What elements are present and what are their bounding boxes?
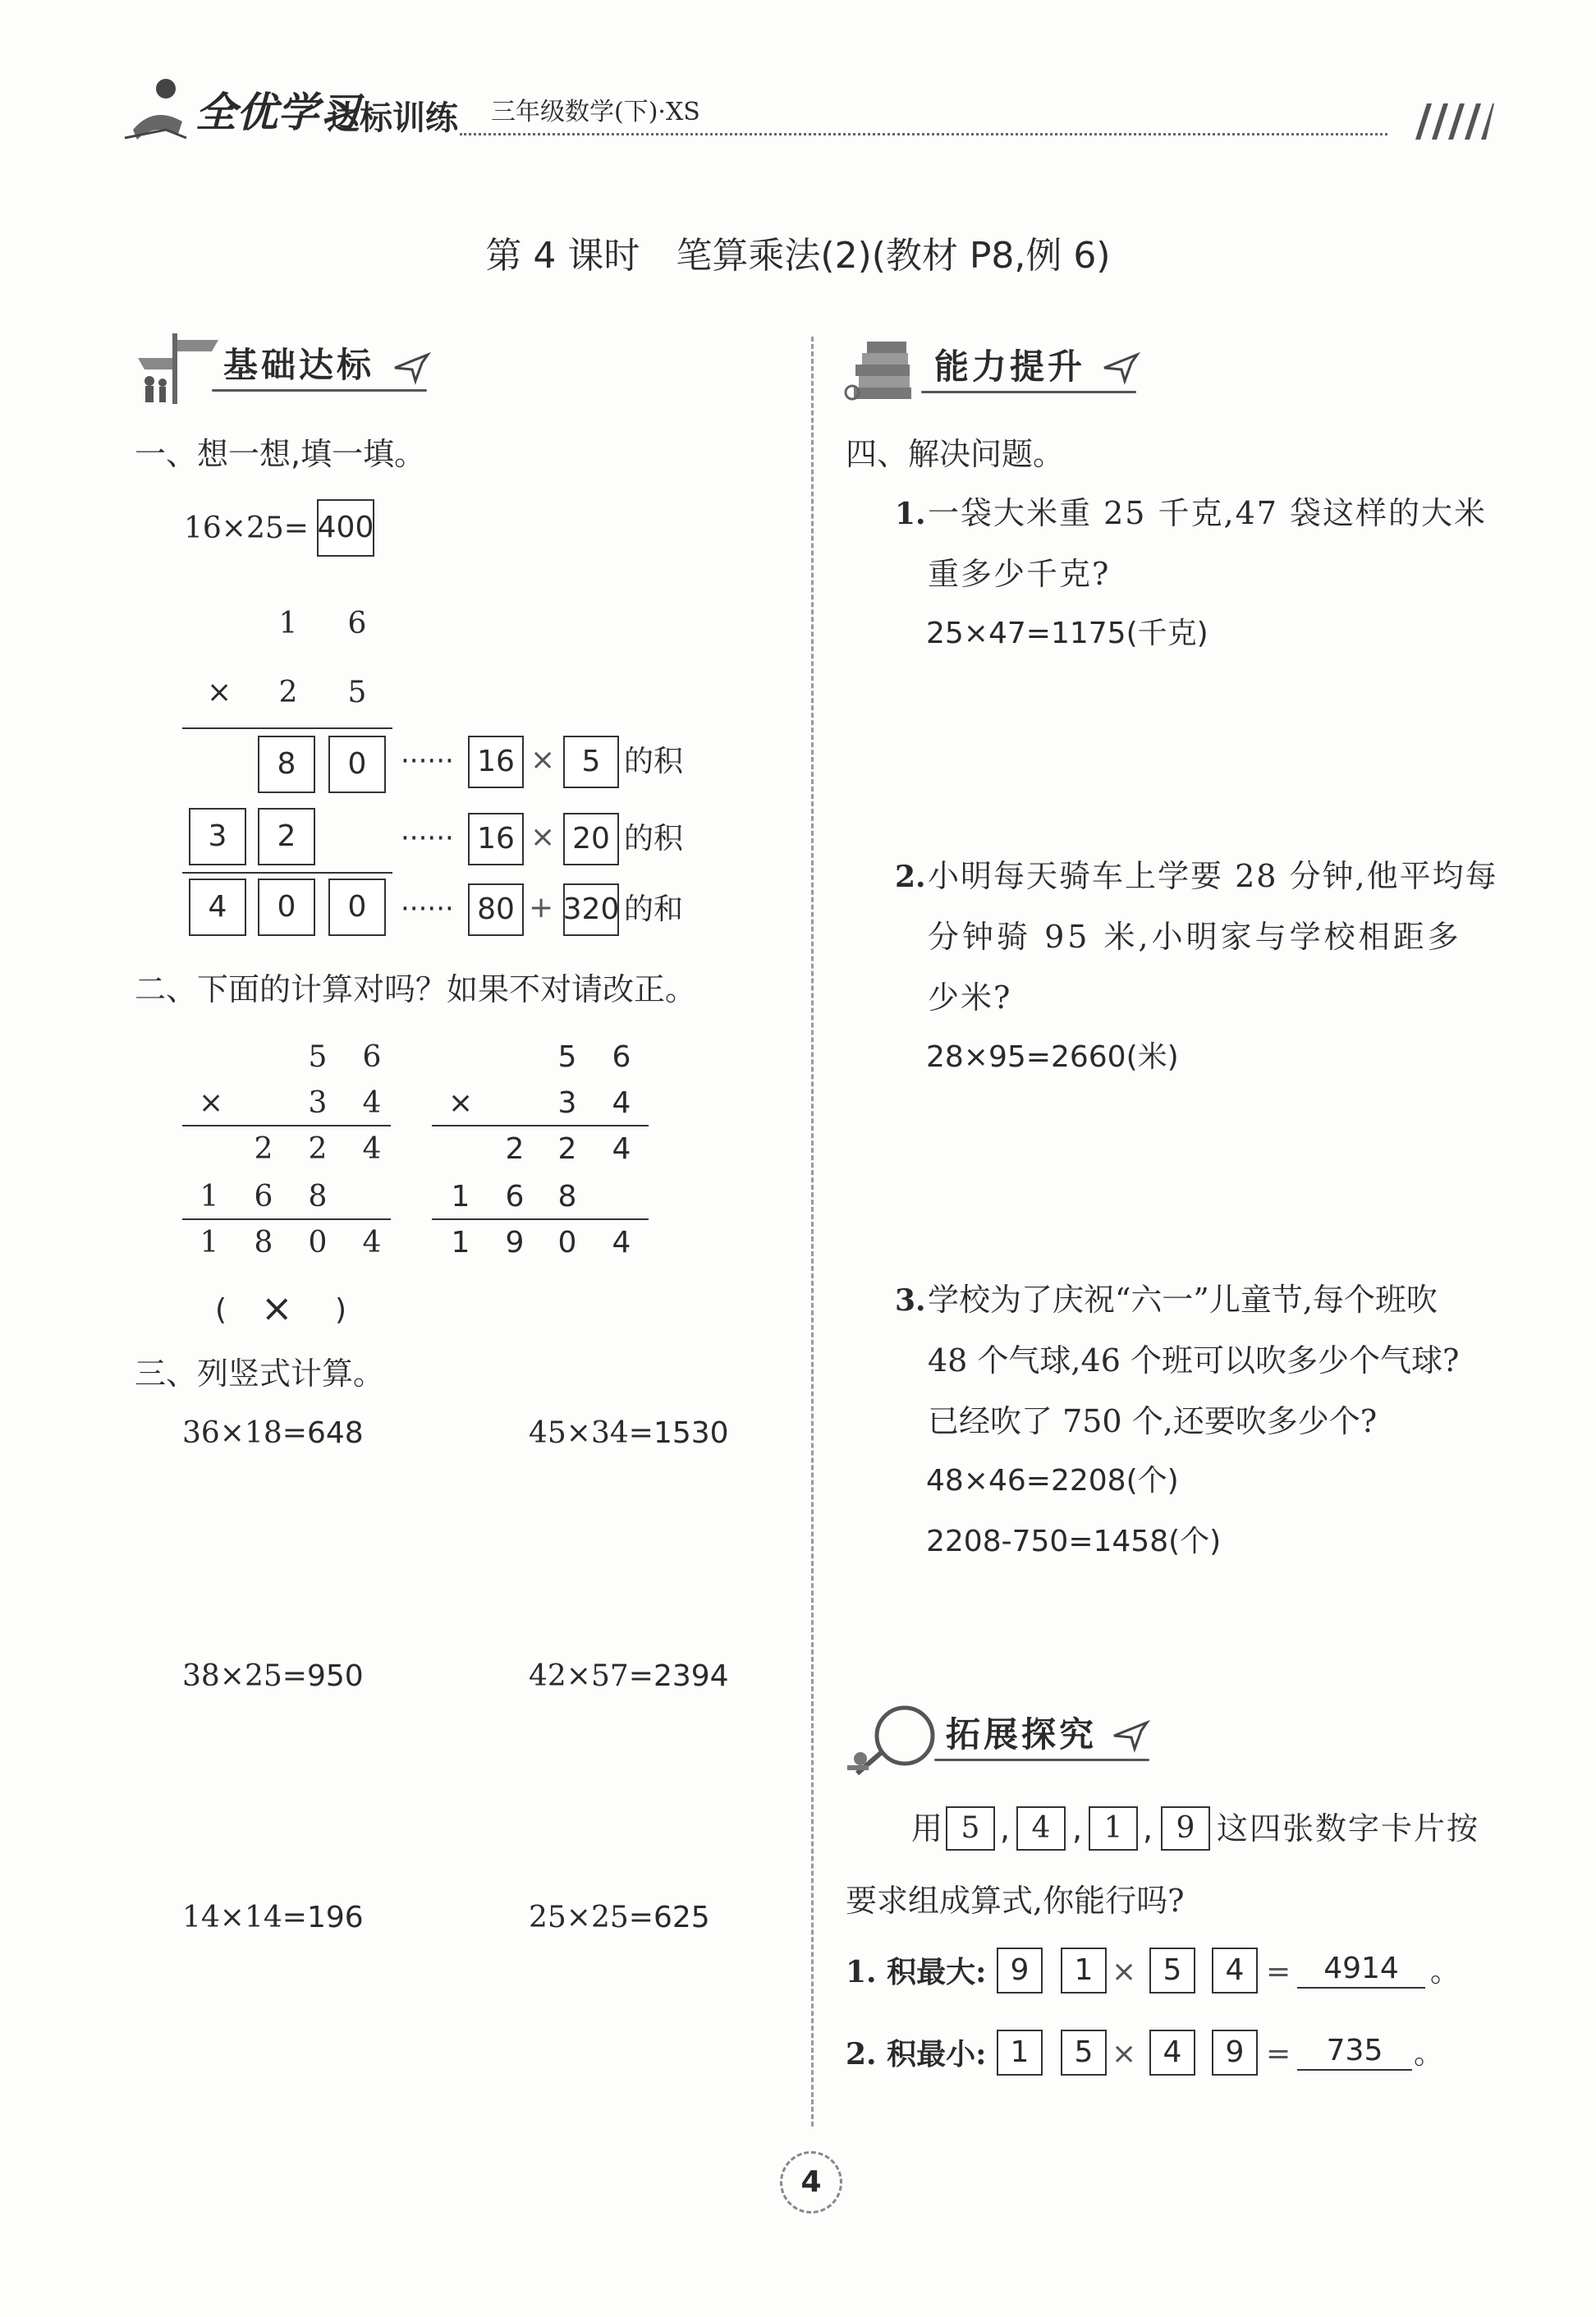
suffix-text: 的积 [624,822,684,856]
calc-digit: 5 [557,1040,577,1074]
problem-answer: 25×47=1175(千克) [926,617,1208,650]
partial-product-box: 3 [189,808,246,865]
calc-digit: 3 [308,1086,328,1120]
stripes-decoration-icon [1412,103,1494,140]
calc-expr: 38×25= [182,1659,307,1693]
calc-digit: 1 [451,1180,470,1214]
series-name: 达标训练 [327,99,458,137]
airplane-icon [391,345,432,386]
problem-number: 3. [895,1283,926,1318]
calc-digit: 4 [612,1132,631,1166]
calc-item [529,1416,729,1450]
banner-underline [212,389,427,392]
factor-box: 80 [468,883,524,936]
calc-expr: 42×57= [529,1659,654,1693]
suffix-text: 的积 [624,745,684,778]
number-card: 5 [946,1806,995,1851]
header-dotted-rule [460,133,1387,135]
airplane-icon [1110,1713,1151,1754]
problem-text: 少米? [928,980,1012,1016]
extend-intro-post: 这四张数字卡片按 [1217,1810,1480,1847]
problem-text: 学校为了庆祝“六一”儿童节,每个班吹 [928,1282,1438,1318]
suffix-text: 的和 [624,892,684,926]
magnifier-kid-icon [842,1701,941,1783]
min-label: 2. 积最小: [846,2037,987,2072]
calc-digit: 6 [362,1040,382,1074]
calc-item [529,1903,710,1933]
page-number-badge [780,2151,842,2214]
number-card: 1 [1089,1806,1138,1851]
calc-answer: 2394 [653,1659,729,1693]
judge-paren-open: ( [215,1293,227,1327]
calc-answer: 625 [653,1901,710,1934]
digit-box: 9 [1212,2030,1258,2076]
calc-digit: 6 [254,1180,273,1214]
times-sign: × [1112,2037,1137,2071]
calc-digit: 1 [200,1226,219,1259]
equals-sign: = [1266,2037,1291,2071]
calc-digit: 6 [505,1180,525,1214]
question-heading: 三、列竖式计算。 [135,1356,385,1392]
signpost-icon [131,330,222,404]
calc-answer: 648 [306,1416,364,1450]
calc-digit: 8 [308,1180,328,1214]
times-sign: × [448,1086,474,1120]
vertical-rule [182,872,392,874]
vertical-rule [432,1125,649,1126]
vertical-rule [182,727,392,729]
product-box: 0 [328,879,386,936]
period: 。 [1414,2037,1444,2071]
calc-digit: 9 [505,1226,525,1259]
equals-sign: = [1266,1955,1291,1989]
calc-digit: 2 [254,1132,273,1166]
section-title-ability: 能力提升 [934,346,1086,387]
header-subtitle: 三年级数学(下)·XS [491,98,700,126]
problem-number: 1. [895,497,926,531]
banner-underline [934,1759,1149,1761]
dots-leader: ······ [401,745,454,778]
dots-leader: ······ [401,892,454,925]
number-card: 9 [1161,1806,1210,1851]
calc-item [182,1659,364,1693]
partial-product-box: 2 [258,808,315,865]
calc-item [529,1659,729,1693]
operator: × [530,743,556,777]
banner-underline [921,391,1136,393]
digit-box: 4 [1149,2030,1195,2076]
calc-expr: 14×14= [182,1901,307,1934]
problem-answer: 28×95=2660(米) [926,1040,1179,1074]
calc-item [182,1903,364,1933]
digit-box: 1 [1061,1948,1107,1994]
calc-digit: 6 [612,1040,631,1074]
multiplicand-digit: 1 [278,607,298,640]
digit-box: 4 [1212,1948,1258,1994]
calc-digit: 8 [557,1180,577,1214]
card-separator: , [1072,1810,1083,1847]
factor-box: 20 [563,813,619,865]
digit-box: 9 [997,1948,1043,1994]
factor-box: 320 [563,883,619,936]
problem-answer: 2208-750=1458(个) [926,1525,1222,1558]
judge-paren-close: ) [335,1293,347,1327]
question-heading: 四、解决问题。 [846,436,1065,472]
lesson-title: 第 4 课时 笔算乘法(2)(教材 P8,例 6) [485,235,1111,277]
calc-digit: 8 [254,1226,273,1259]
book-stack-icon [842,330,924,404]
times-sign: × [199,1086,224,1120]
calc-digit: 3 [557,1086,577,1120]
extend-intro-line2: 要求组成算式,你能行吗? [846,1883,1185,1919]
calc-expr: 25×25= [529,1901,654,1934]
digit-box: 1 [997,2030,1043,2076]
calc-answer: 196 [306,1901,364,1934]
calc-answer: 950 [306,1659,364,1693]
section-title-basic: 基础达标 [223,345,375,385]
multiplicand-digit: 6 [347,607,367,640]
brand-logo: 全优学习 [195,89,360,136]
calc-expr: 36×18= [182,1416,307,1450]
calc-digit: 2 [505,1132,525,1166]
factor-box: 16 [468,736,524,788]
multiplier-digit: 5 [347,676,367,709]
operator: × [530,820,556,854]
question-heading: 一、想一想,填一填。 [135,436,426,472]
calc-digit: 4 [362,1226,382,1259]
number-card: 4 [1016,1806,1066,1851]
question-heading: 二、下面的计算对吗？如果不对请改正。 [135,971,697,1007]
partial-product-box: 8 [258,736,315,793]
calc-digit: 0 [557,1226,577,1259]
factor-box: 16 [468,813,524,865]
airplane-icon [1100,345,1141,386]
extend-intro-pre: 用 [911,1810,943,1847]
times-sign: × [1112,1955,1137,1989]
operator: + [529,891,554,925]
problem-text: 已经吹了 750 个,还要吹多少个? [928,1403,1378,1439]
problem-text: 小明每天骑车上学要 28 分钟,他平均每 [928,858,1498,894]
column-divider [811,337,814,2127]
min-answer: 735 [1297,2036,1412,2071]
calc-digit: 5 [308,1040,328,1074]
vertical-rule [182,1125,391,1126]
dots-leader: ······ [401,822,454,855]
judge-mark: × [261,1286,293,1330]
calc-answer: 1530 [653,1416,729,1450]
problem-answer: 48×46=2208(个) [926,1464,1179,1498]
problem-number: 2. [895,860,926,894]
digit-box: 5 [1149,1948,1195,1994]
digit-box: 5 [1061,2030,1107,2076]
multiplier-digit: 2 [278,676,298,709]
calc-expr: 45×34= [529,1416,654,1450]
calc-digit: 4 [612,1226,631,1259]
page-number: 4 [800,2165,822,2199]
section-title-extend: 拓展探究 [946,1714,1098,1755]
problem-text: 重多少千克? [928,556,1111,592]
partial-product-box: 0 [328,736,386,793]
calc-digit: 2 [308,1132,328,1166]
answer-box: 400 [317,499,374,557]
calc-digit: 1 [200,1180,219,1214]
card-separator: , [1000,1810,1011,1847]
calc-digit: 4 [612,1086,631,1120]
product-box: 4 [189,879,246,936]
period: 。 [1430,1955,1461,1989]
product-box: 0 [258,879,315,936]
reading-kid-logo-icon [117,72,190,146]
equation: 16×25= [184,512,309,545]
vertical-rule [432,1218,649,1220]
calc-digit: 4 [362,1132,382,1166]
calc-digit: 2 [557,1132,577,1166]
max-answer: 4914 [1297,1954,1425,1989]
calc-digit: 1 [451,1226,470,1259]
calc-digit: 0 [308,1226,328,1259]
vertical-rule [182,1218,391,1220]
factor-box: 5 [563,736,619,788]
calc-digit: 4 [362,1086,382,1120]
card-separator: , [1143,1810,1153,1847]
calc-item [182,1416,364,1450]
max-label: 1. 积最大: [846,1955,987,1989]
problem-text: 分钟骑 95 米,小明家与学校相距多 [928,919,1462,955]
times-sign: × [207,676,232,709]
problem-text: 一袋大米重 25 千克,47 袋这样的大米 [928,495,1488,531]
problem-text: 48 个气球,46 个班可以吹多少个气球? [928,1342,1460,1379]
